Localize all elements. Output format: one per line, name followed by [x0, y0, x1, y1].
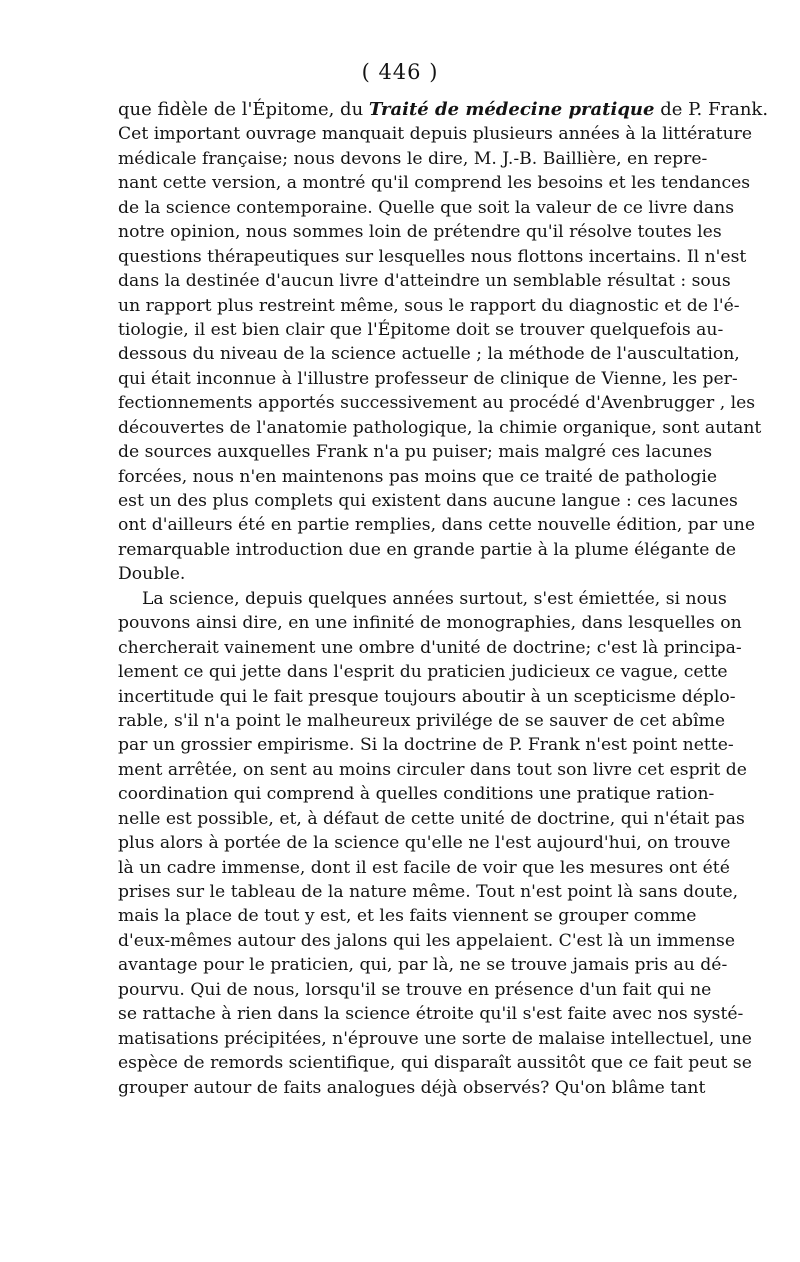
line-text: notre opinion, nous sommes loin de prétendre qu'il résolve toutes les	[118, 222, 722, 243]
line-text: est un des plus complets qui existent dans aucune langue : ces lacunes	[118, 491, 738, 511]
text-line	[118, 1051, 752, 1075]
text-line	[118, 342, 740, 366]
line-text: qui était inconnue à l'illustre professeur de clinique de Vienne, les per-	[118, 368, 738, 389]
text-line	[118, 465, 718, 489]
line-text: que fidèle de l'Épitome, du	[118, 99, 369, 120]
line-text: nelle est possible, et, à défaut de cette unité de doctrine, qui n'était pas	[118, 808, 745, 829]
text-line	[118, 611, 742, 635]
text-line	[118, 220, 722, 244]
line-text: nant cette version, a montré qu'il comprend les besoins et les tendances	[118, 173, 751, 194]
text-line	[118, 1076, 706, 1100]
line-text: espèce de remords scientifique, qui disparaît aussitôt que ce fait peut se	[118, 1053, 752, 1074]
line-text: de la science contemporaine. Quelle que soit la valeur de ce livre dans	[118, 197, 735, 218]
text-line	[118, 538, 737, 562]
line-text: par un grossier empirisme. Si la doctrine de P. Frank n'est point nette-	[118, 735, 734, 756]
text-line	[118, 171, 751, 195]
line-text: La science, depuis quelques années surtout, s'est émiettée, si nous	[142, 588, 727, 609]
line-text: forcées, nous n'en maintenons pas moins que ce traité de pathologie	[118, 466, 718, 487]
line-text: mais la place de tout y est, et les faits viennent se grouper comme	[118, 906, 697, 927]
line-text: d'eux-mêmes autour des jalons qui les appelaient. C'est là un immense	[118, 930, 736, 951]
text-line	[118, 758, 747, 782]
line-text: incertitude qui le fait presque toujours aboutir à un scepticisme déplo-	[118, 686, 736, 707]
text-line	[118, 587, 727, 611]
line-text: remarquable introduction due en grande partie à la plume élégante de	[118, 539, 737, 560]
text-line	[118, 904, 697, 928]
text-line	[118, 660, 728, 684]
line-text: ment arrêtée, on sent au moins circuler dans tout son livre cet esprit de	[118, 759, 747, 780]
page-number: ( 446 )	[361, 60, 439, 84]
text-line	[118, 856, 730, 880]
line-text: chercherait vainement une ombre d'unité de doctrine; c'est là principa-	[118, 637, 742, 658]
text-line	[118, 122, 753, 146]
line-text: pouvons ainsi dire, en une infinité de monographies, dans lesquelles on	[118, 613, 742, 634]
text-line	[118, 807, 745, 831]
line-text: là un cadre immense, dont il est facile de voir que les mesures ont été	[118, 857, 730, 878]
line-text: dans la destinée d'aucun livre d'atteindre un semblable résultat : sous	[118, 271, 731, 292]
line-text: coordination qui comprend à quelles conditions une pratique ration-	[118, 784, 715, 805]
line-text: rable, s'il n'a point le malheureux privilége de se sauver de cet abîme	[118, 710, 725, 731]
text-line	[118, 513, 756, 537]
line-text: se rattache à rien dans la science étroite qu'il s'est faite avec nos systé-	[118, 1004, 744, 1025]
text-line	[118, 245, 747, 269]
text-line	[118, 269, 731, 293]
line-text: avantage pour le praticien, qui, par là, ne se trouve jamais pris au dé-	[118, 955, 728, 976]
text-line	[118, 685, 736, 709]
line-text: découvertes de l'anatomie pathologique, la chimie organique, sont autant	[118, 417, 762, 438]
text-line	[118, 636, 742, 660]
line-text: de sources auxquelles Frank n'a pu puiser; mais malgré ces lacunes	[118, 442, 713, 463]
text-line	[118, 196, 735, 220]
line-text: un rapport plus restreint même, sous le rapport du diagnostic et de l'é-	[118, 295, 740, 316]
text-line	[118, 709, 725, 733]
line-text: Cet important ouvrage manquait depuis plusieurs années à la littérature	[118, 124, 753, 145]
line-text: lement ce qui jette dans l'esprit du praticien judicieux ce vague, cette	[118, 662, 728, 683]
text-line	[118, 831, 731, 855]
text-line	[118, 1002, 744, 1026]
text-line	[118, 782, 715, 806]
line-text: matisations précipitées, n'éprouve une sorte de malaise intellectuel, une	[118, 1028, 752, 1049]
text-line	[118, 562, 684, 586]
text-line	[118, 978, 712, 1002]
line-text: ont d'ailleurs été en partie remplies, dans cette nouvelle édition, par une	[118, 515, 756, 536]
text-line	[118, 391, 756, 415]
text-line	[118, 1027, 752, 1051]
text-line	[118, 880, 739, 904]
text-line	[118, 929, 736, 953]
text-line	[118, 953, 728, 977]
line-text: dessous du niveau de la science actuelle ; la méthode de l'auscultation,	[118, 344, 740, 365]
body-text	[118, 98, 769, 1100]
line-text: prises sur le tableau de la nature même. Tout n'est point là sans doute,	[118, 882, 739, 902]
line-text: médicale française; nous devons le dire, M. J.-B. Baillière, en repre-	[118, 148, 708, 169]
line-text: questions thérapeutiques sur lesquelles nous flottons incertains. Il n'est	[118, 246, 747, 267]
line-text: pourvu. Qui de nous, lorsqu'il se trouve en présence d'un fait qui ne	[118, 979, 712, 1000]
text-line	[118, 367, 738, 391]
text-line	[118, 98, 769, 122]
text-line	[118, 489, 738, 513]
line-text: grouper autour de faits analogues déjà observés? Qu'on blâme tant	[118, 1077, 706, 1098]
line-text: fectionnements apportés successivement au procédé d'Avenbrugger , les	[118, 393, 756, 414]
line-text-tail: de P. Frank.	[654, 99, 769, 120]
line-text: tiologie, il est bien clair que l'Épitome doit se trouver quelquefois au-	[118, 319, 724, 340]
book-title-italic: Traité de médecine pratique	[368, 99, 655, 120]
text-line	[118, 733, 734, 757]
line-text: plus alors à portée de la science qu'elle ne l'est aujourd'hui, on trouve	[118, 833, 731, 854]
text-line	[118, 147, 708, 171]
text-line	[118, 294, 740, 318]
text-line	[118, 416, 762, 440]
line-text: Double.	[118, 564, 186, 585]
text-line	[118, 440, 713, 464]
text-line	[118, 318, 724, 342]
